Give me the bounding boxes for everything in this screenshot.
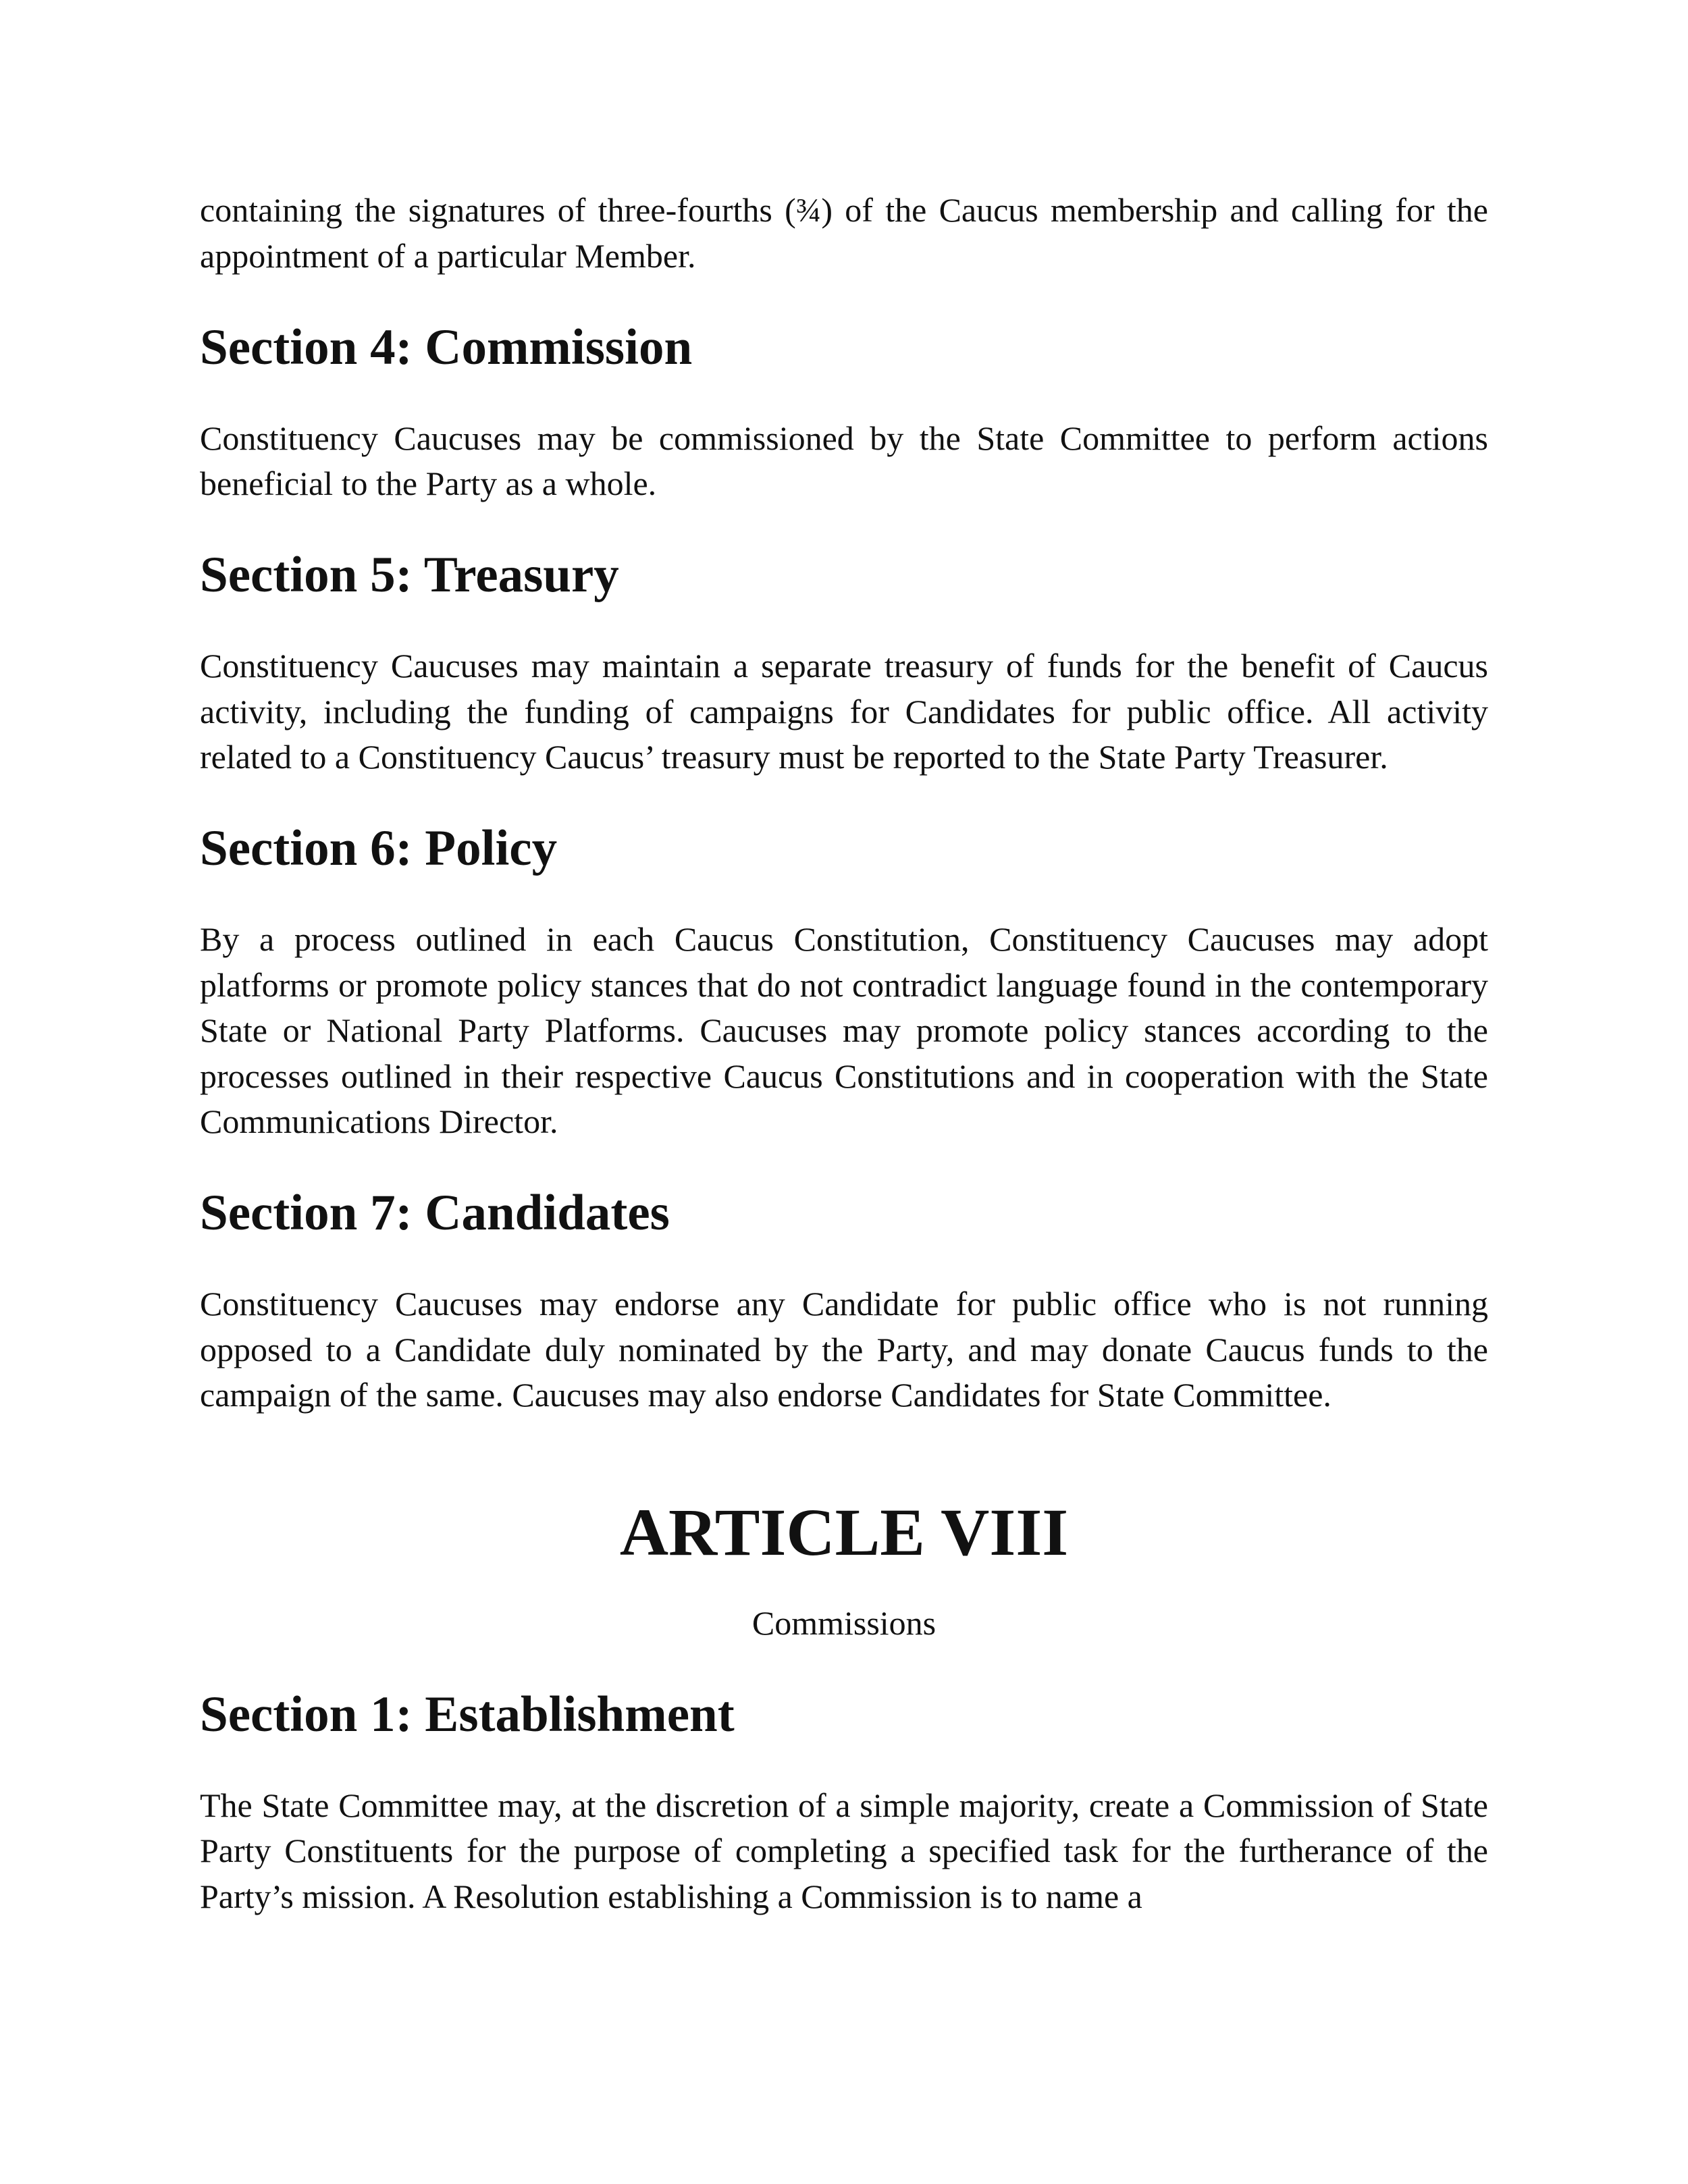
document-body <box>200 188 1488 1919</box>
paragraph-policy: By a process outlined in each Caucus Constitution, Constituency Caucuses may adopt platforms or promote policy stances that do not contradict language found in the contemporary State or National Party Platforms. Caucuses may promote policy stances according to the processes outlined in their respective Caucus Constitutions and in cooperation with the State Communications Director. <box>200 920 1488 1140</box>
paragraph-establishment: The State Committee may, at the discretion of a simple majority, create a Commission of State Party Constituents for the purpose of completing a specified task for the furtherance of the Party’s mission. A Resolution establishing a Commission is to name a <box>200 1786 1488 1915</box>
paragraph-commission: Constituency Caucuses may be commissioned by the State Committee to perform actions beneficial to the Party as a whole. <box>200 419 1488 502</box>
section-4-heading: Section 4: Commission <box>200 319 693 375</box>
paragraph-caucus-signatures: containing the signatures of three-fourths (¾) of the Caucus membership and calling for the appointment of a particular Member. <box>200 191 1488 275</box>
section-7-heading: Section 7: Candidates <box>200 1185 670 1241</box>
paragraph-candidates: Constituency Caucuses may endorse any Candidate for public office who is not running opposed to a Candidate duly nominated by the Party, and may donate Caucus funds to the campaign of the same. Caucuses may also endorse Candidates for State Committee. <box>200 1285 1488 1414</box>
article-viii-subtitle: Commissions <box>751 1603 937 1642</box>
section-6-heading: Section 6: Policy <box>200 820 558 876</box>
section-1-heading: Section 1: Establishment <box>200 1686 735 1742</box>
paragraph-treasury: Constituency Caucuses may maintain a separate treasury of funds for the benefit of Caucus activity, including the funding of campaigns for Candidates for public office. All activity related to a Constituency Caucus’ treasury must be reported to the State Party Treasurer. <box>200 647 1488 776</box>
article-viii-heading: ARTICLE VIII <box>619 1494 1069 1570</box>
section-5-heading: Section 5: Treasury <box>200 547 619 603</box>
